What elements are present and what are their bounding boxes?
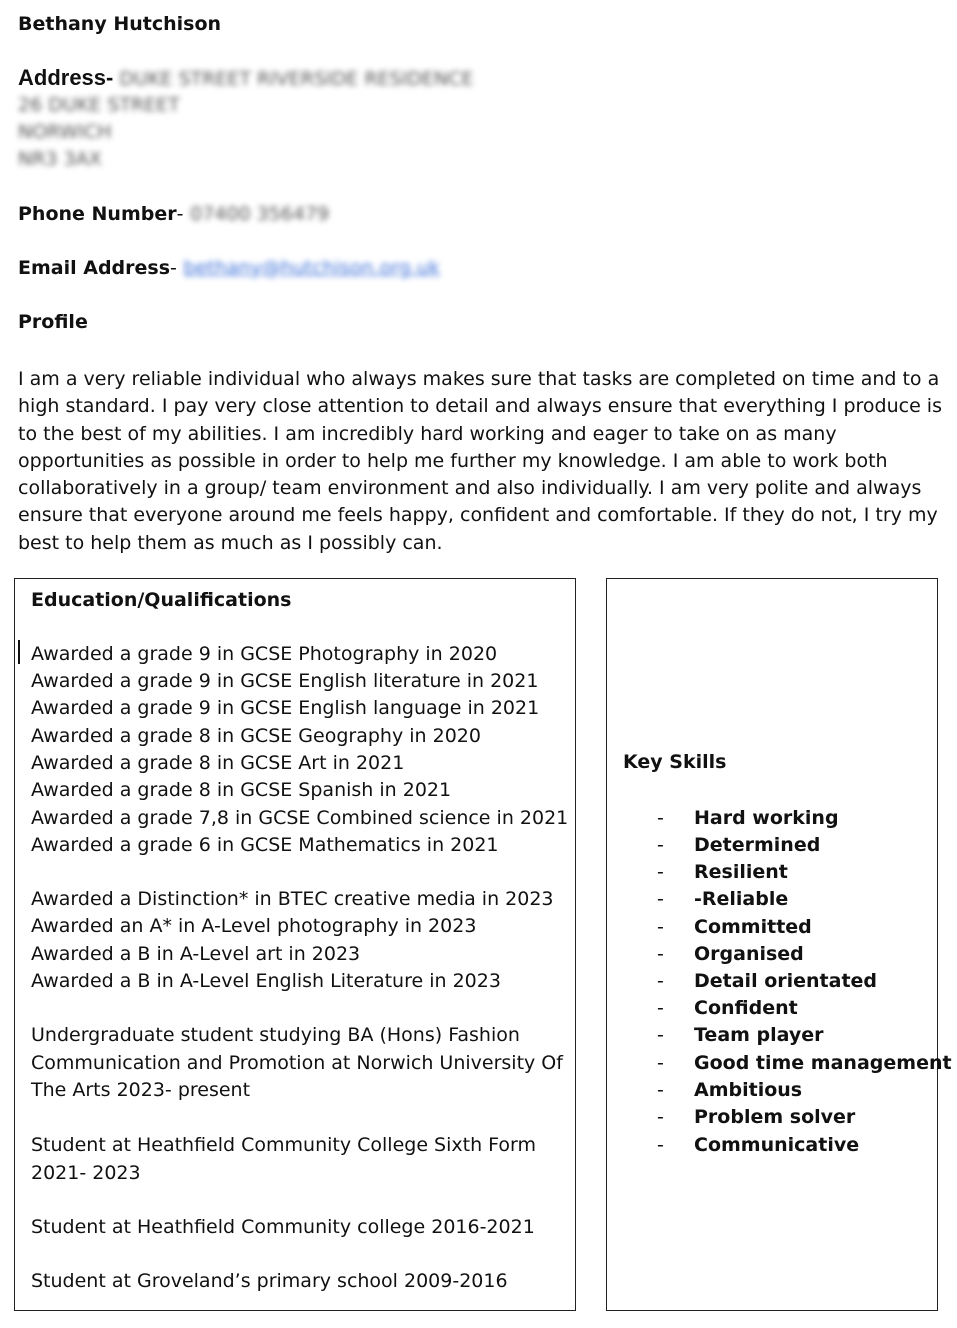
phone-label: Phone Number	[18, 203, 177, 225]
skill-item	[657, 968, 877, 995]
skill-item	[657, 1132, 859, 1159]
college-line: Student at Heathfield Community college 2016-2021	[31, 1216, 535, 1238]
skill-item	[657, 832, 820, 859]
applicant-name: Bethany Hutchison	[18, 13, 222, 35]
alevel-item: Awarded a B in A-Level art in 2023	[31, 943, 361, 965]
skill-label: Problem solver	[694, 1106, 856, 1128]
bullet-dash: -	[657, 970, 664, 992]
phone-value: 07400 356479	[190, 203, 330, 225]
skill-label: -Reliable	[694, 888, 789, 910]
skill-label: Confident	[694, 997, 798, 1019]
address-label: Address	[18, 65, 107, 90]
alevel-item: Awarded a Distinction* in BTEC creative media in 2023	[31, 888, 554, 910]
phone-row	[18, 201, 329, 228]
skill-item	[657, 941, 804, 968]
skill-label: Hard working	[694, 807, 839, 829]
skill-item	[657, 914, 812, 941]
address-value-3: NORWICH	[18, 121, 112, 143]
profile-heading: Profile	[18, 311, 88, 333]
skill-label: Resilient	[694, 861, 788, 883]
address-value-4: NR3 3AX	[18, 148, 102, 170]
alevel-item: Awarded a B in A-Level English Literature in 2023	[31, 970, 501, 992]
sixth-form-line: 2021- 2023	[31, 1162, 141, 1184]
address-line-1	[18, 64, 473, 93]
phone-separator: -	[176, 203, 184, 225]
address-value-2: 26 DUKE STREET	[18, 94, 180, 116]
sixth-form-line: Student at Heathfield Community College Sixth Form	[31, 1134, 537, 1156]
gcse-item: Awarded a grade 8 in GCSE Spanish in 2021	[31, 779, 452, 801]
email-link[interactable]: bethany@hutchison.org.uk	[183, 257, 440, 279]
bullet-dash: -	[657, 1079, 664, 1101]
skill-item	[657, 1077, 802, 1104]
gcse-item: Awarded a grade 9 in GCSE English literature in 2021	[31, 670, 539, 692]
skill-item	[657, 1050, 952, 1077]
bullet-dash: -	[657, 1052, 664, 1074]
skill-label: Team player	[694, 1024, 824, 1046]
skill-label: Organised	[694, 943, 804, 965]
address-separator: -	[106, 65, 114, 90]
profile-paragraph: I am a very reliable individual who always makes sure that tasks are completed on time and to a high standard. I pay very close attention to detail and always ensure that everything I produce is to the best of my abilities. I am incredibly hard working and eager to take on as many opportunities as possible in order to help me further my knowledge. I am able to work both collaboratively in a group/ team environment and also individually. I am very polite and always ensure that everyone around me feels happy, confident and comfortable. If they do not, I try my best to help them as much as I possibly can.	[18, 368, 942, 554]
bullet-dash: -	[657, 888, 664, 910]
bullet-dash: -	[657, 1106, 664, 1128]
skill-item	[657, 805, 839, 832]
gcse-item: Awarded a grade 6 in GCSE Mathematics in 2021	[31, 834, 499, 856]
skill-label: Detail orientated	[694, 970, 878, 992]
skills-box	[606, 578, 952, 1311]
university-line: Undergraduate student studying BA (Hons) Fashion	[31, 1024, 520, 1046]
primary-school-line: Student at Groveland’s primary school 2009-2016	[31, 1270, 508, 1292]
education-box	[14, 578, 576, 1311]
bullet-dash: -	[657, 861, 664, 883]
text-cursor	[18, 640, 20, 664]
skill-item	[657, 1104, 855, 1131]
bullet-dash: -	[657, 916, 664, 938]
bullet-dash: -	[657, 1024, 664, 1046]
address-value-1: DUKE STREET RIVERSIDE RESIDENCE	[119, 68, 474, 90]
skills-heading: Key Skills	[623, 751, 727, 773]
gcse-item: Awarded a grade 8 in GCSE Art in 2021	[31, 752, 405, 774]
bullet-dash: -	[657, 807, 664, 829]
university-line: The Arts 2023- present	[31, 1079, 251, 1101]
education-heading: Education/Qualifications	[31, 589, 292, 611]
skill-label: Good time management	[694, 1052, 952, 1074]
bullet-dash: -	[657, 1134, 664, 1156]
gcse-item: Awarded a grade 9 in GCSE English language in 2021	[31, 697, 540, 719]
gcse-item: Awarded a grade 7,8 in GCSE Combined science in 2021	[31, 807, 569, 829]
bullet-dash: -	[657, 943, 664, 965]
skill-item	[657, 1022, 824, 1049]
bullet-dash: -	[657, 997, 664, 1019]
email-row	[18, 255, 440, 282]
skill-label: Determined	[694, 834, 821, 856]
alevel-item: Awarded an A* in A-Level photography in 2023	[31, 915, 477, 937]
bullet-dash: -	[657, 834, 664, 856]
gcse-item: Awarded a grade 9 in GCSE Photography in 2020	[31, 643, 498, 665]
email-label: Email Address	[18, 257, 171, 279]
skill-label: Committed	[694, 916, 812, 938]
university-line: Communication and Promotion at Norwich University Of	[31, 1052, 563, 1074]
skill-item	[657, 859, 788, 886]
skill-label: Communicative	[694, 1134, 860, 1156]
skill-label: Ambitious	[694, 1079, 803, 1101]
skill-item	[657, 886, 788, 913]
gcse-item: Awarded a grade 8 in GCSE Geography in 2020	[31, 725, 481, 747]
email-separator: -	[170, 257, 177, 279]
skill-item	[657, 995, 798, 1022]
